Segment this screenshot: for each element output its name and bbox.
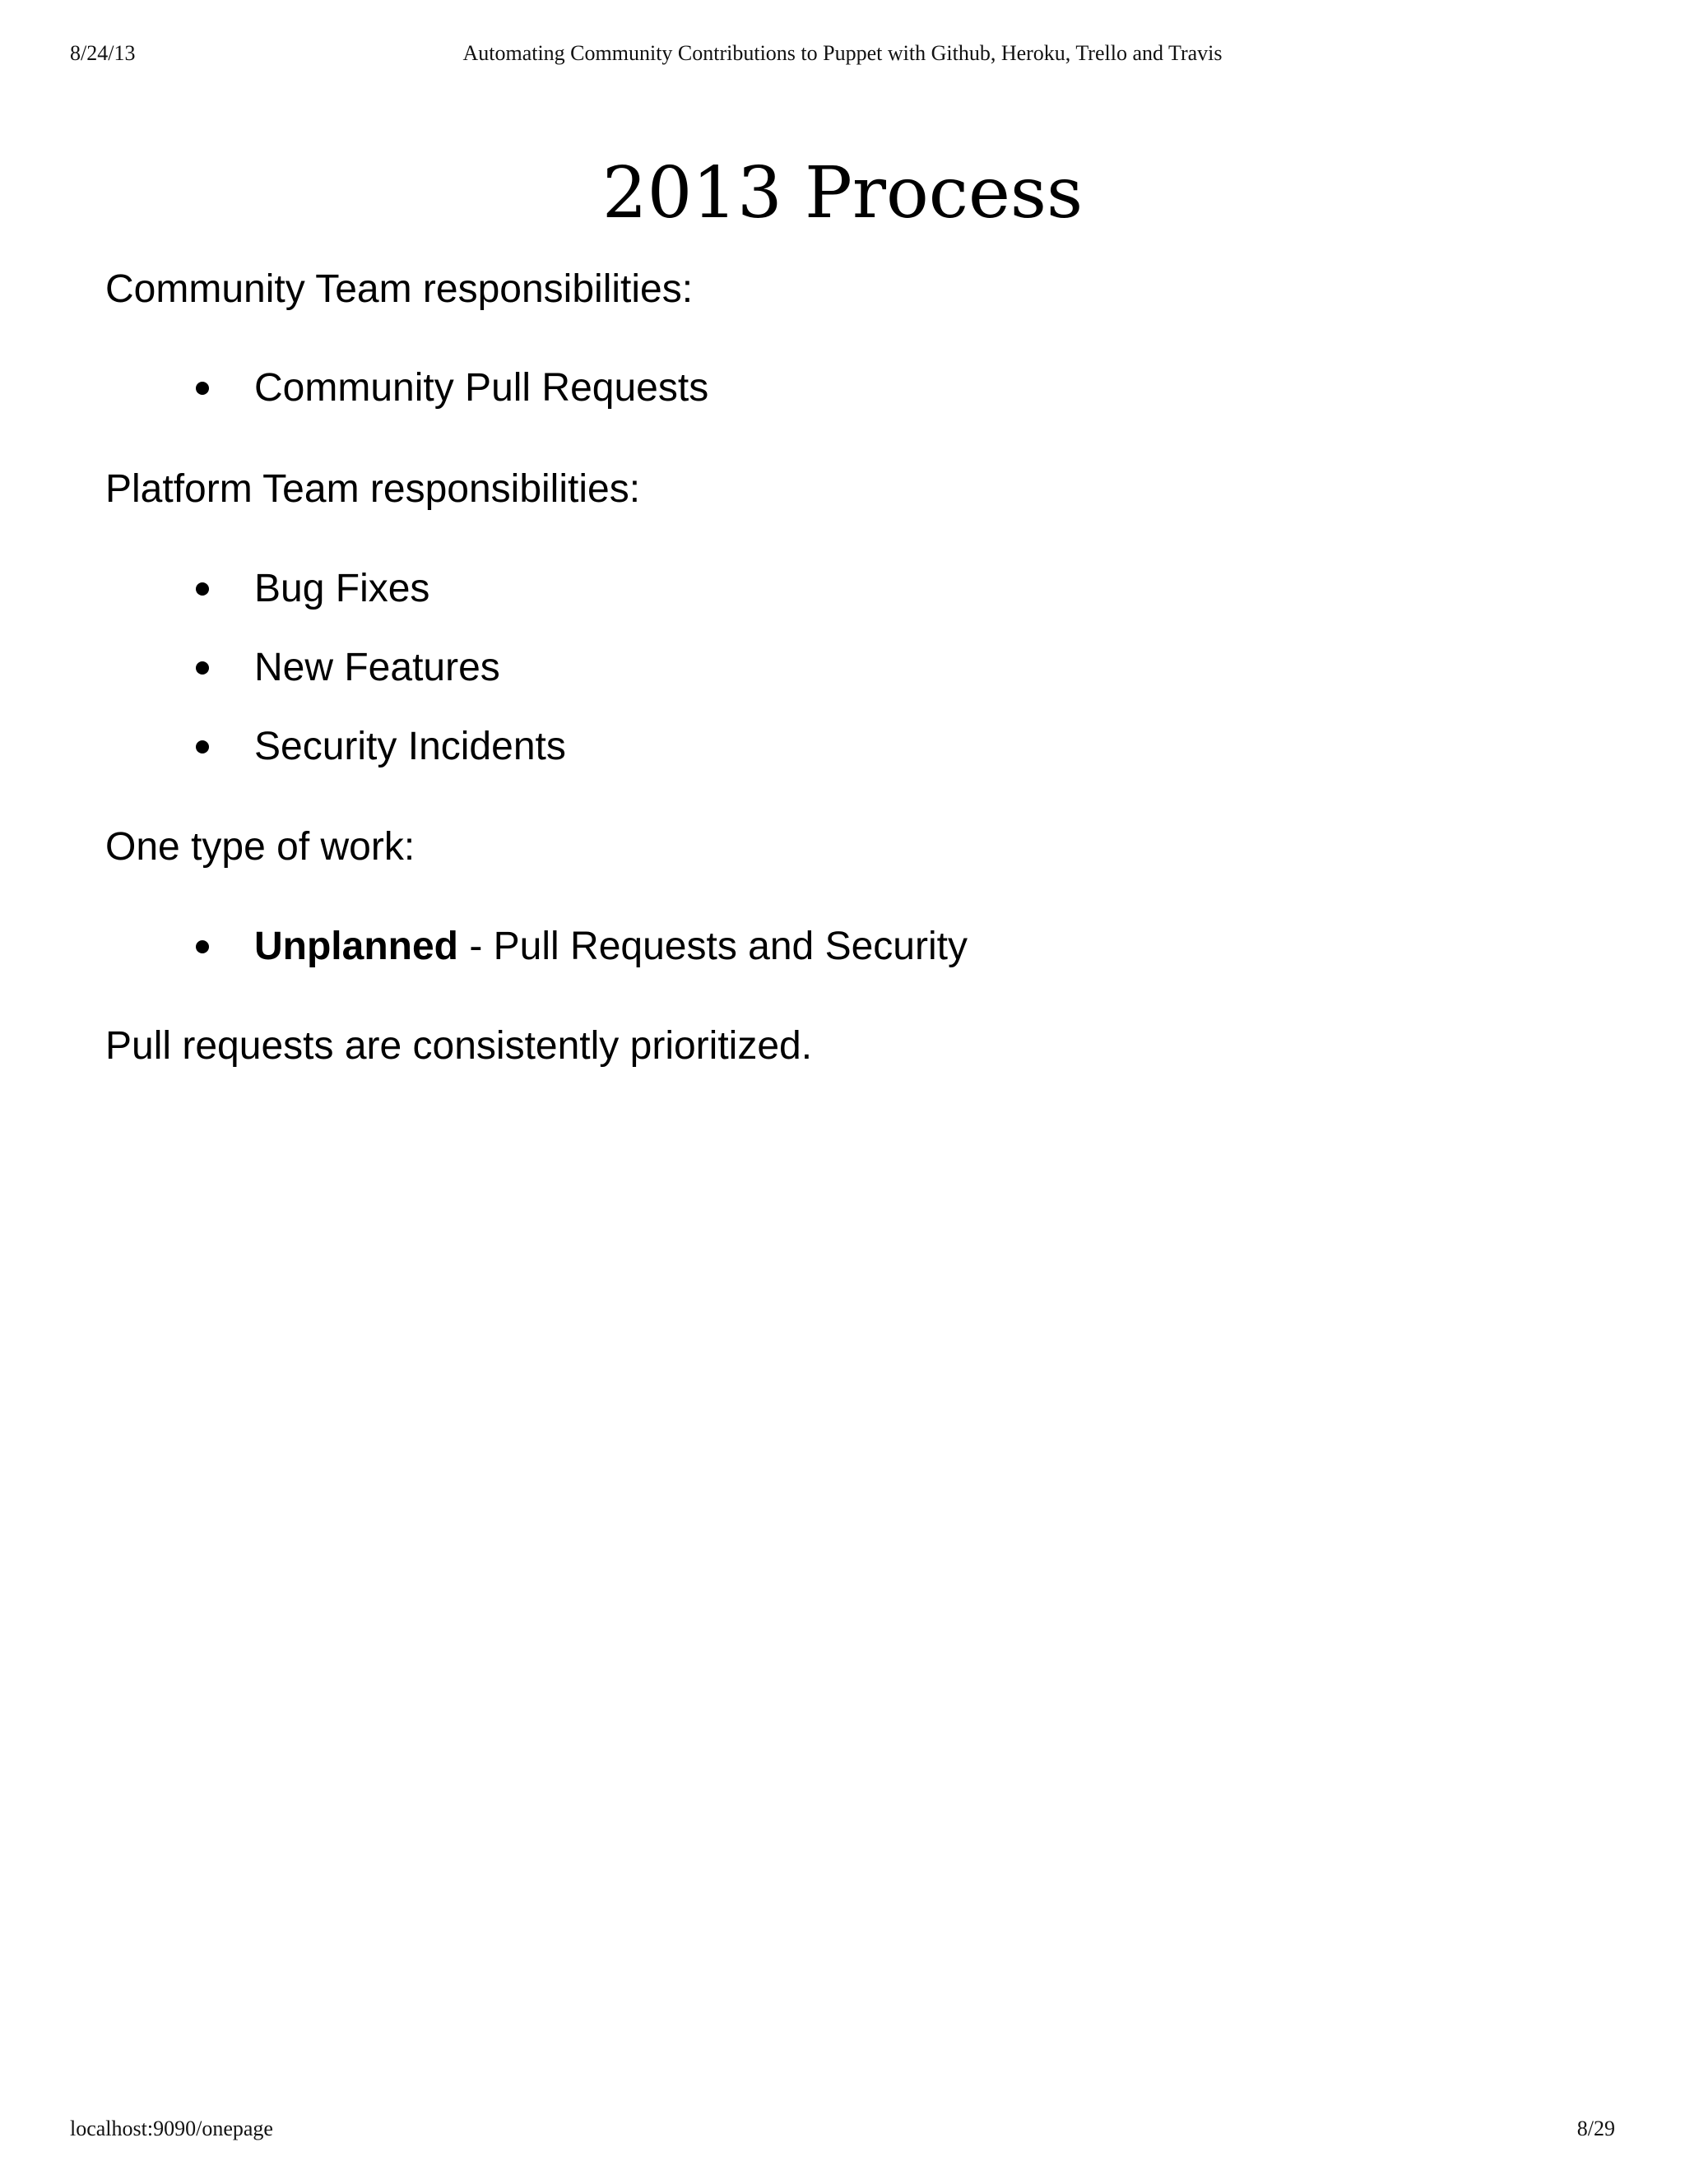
slide-title: 2013 Process <box>601 152 1084 234</box>
print-url: localhost:9090/onepage <box>70 2117 273 2140</box>
bullet-icon <box>196 382 209 395</box>
work-item <box>254 922 968 971</box>
print-page-number: 8/29 <box>1576 2117 1615 2140</box>
work-item-label: Unplanned <box>254 925 458 968</box>
platform-item-security-incidents: Security Incidents <box>254 725 566 768</box>
community-item-pull-requests: Community Pull Requests <box>254 366 709 410</box>
print-document-title: Automating Community Contributions to Puppet with Github, Heroku, Trello and Travis <box>462 41 1223 65</box>
community-team-heading: Community Team responsibilities: <box>105 267 694 311</box>
print-date: 8/24/13 <box>70 41 136 65</box>
work-type-heading: One type of work: <box>105 825 415 869</box>
platform-item-bug-fixes: Bug Fixes <box>254 567 430 610</box>
platform-team-heading: Platform Team responsibilities: <box>105 467 641 511</box>
platform-item-new-features: New Features <box>254 646 500 689</box>
bullet-icon <box>196 740 209 754</box>
bullet-icon <box>196 582 209 596</box>
conclusion-text: Pull requests are consistently prioritized. <box>105 1024 813 1068</box>
bullet-icon <box>196 940 209 953</box>
bullet-icon <box>196 661 209 675</box>
work-item-description: - Pull Requests and Security <box>458 925 968 968</box>
